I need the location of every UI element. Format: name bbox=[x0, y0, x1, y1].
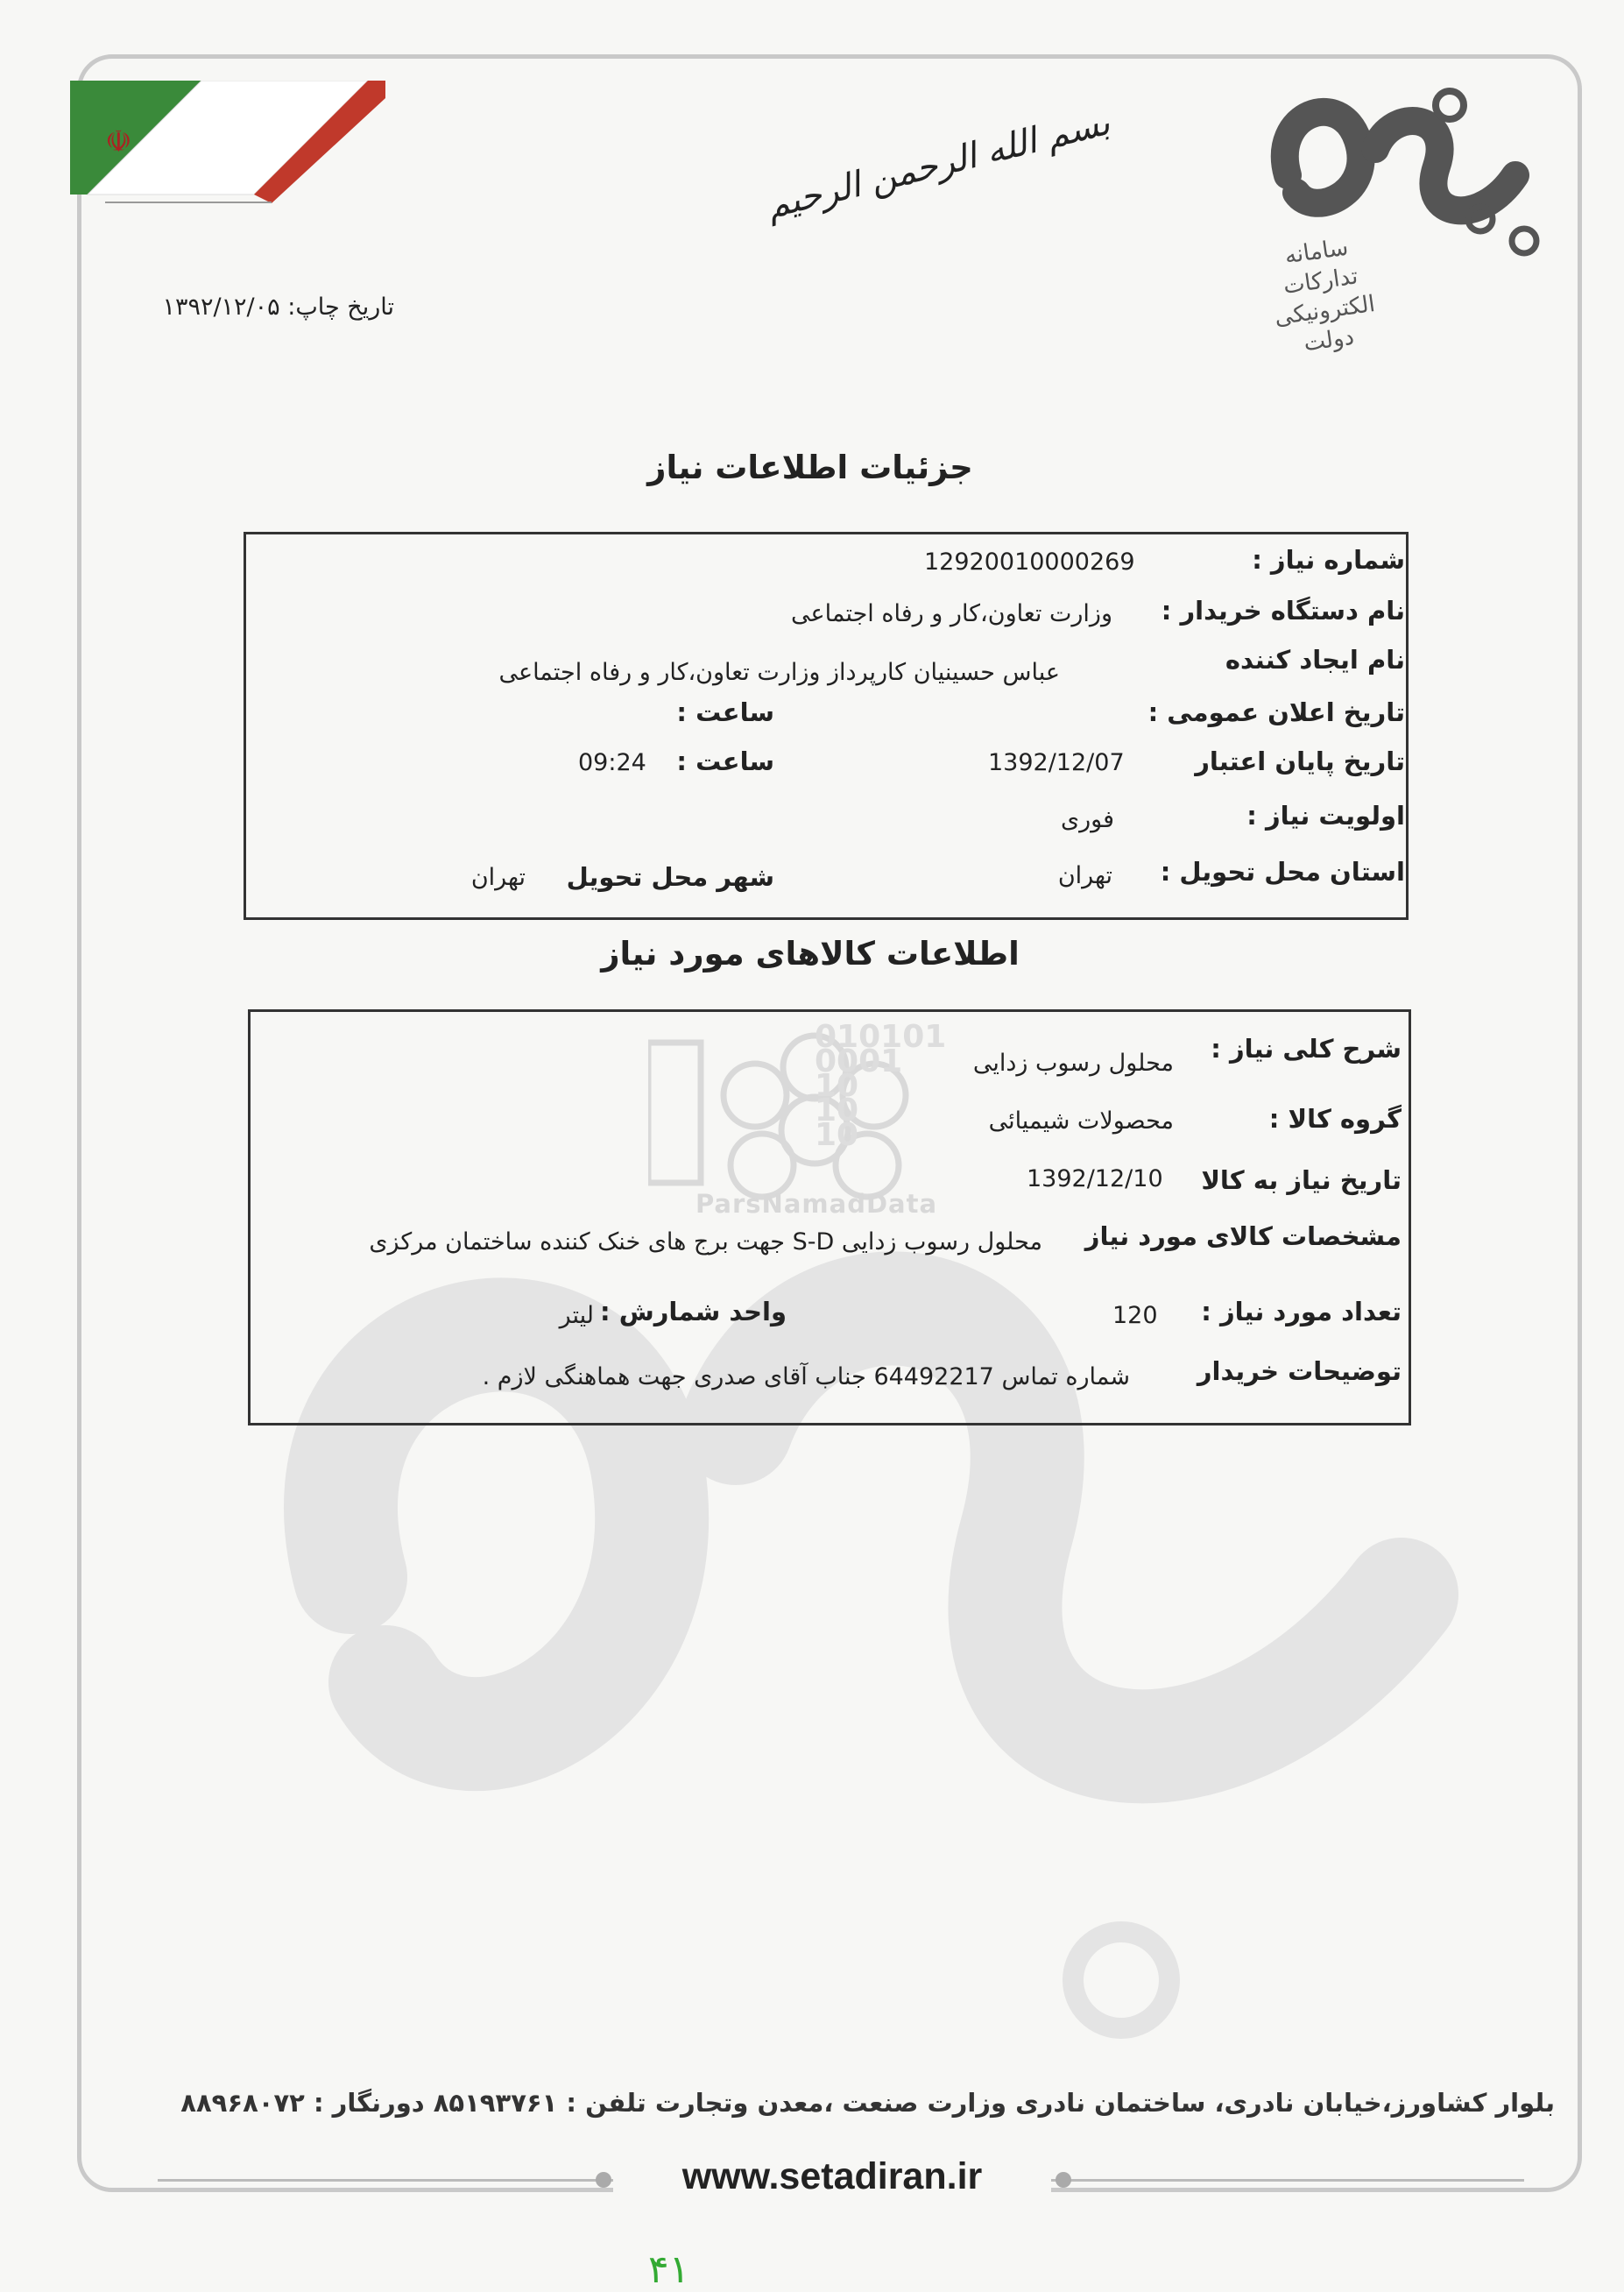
need-number-label: شماره نیاز : bbox=[1252, 545, 1405, 575]
need-date-value: 1392/12/10 bbox=[1027, 1165, 1163, 1192]
footer-dot-left bbox=[596, 2172, 611, 2188]
logo-caption: سامانه تدارکات الکترونیکی دولت bbox=[1273, 234, 1377, 357]
need-number-value: 12920010000269 bbox=[924, 548, 1135, 576]
creator-label: نام ایجاد کننده bbox=[1225, 645, 1405, 675]
province-value: تهران bbox=[1057, 862, 1112, 889]
section-title-need-details: جزئیات اطلاعات نیاز bbox=[647, 449, 973, 486]
city-value: تهران bbox=[470, 864, 526, 891]
expiry-date-label: تاریخ پایان اعتبار bbox=[1195, 746, 1405, 776]
buyer-notes-value: شماره تماس 64492217 جناب آقای صدری جهت هماهنگی لازم . bbox=[482, 1363, 1130, 1390]
binary-watermark: 010101 0001 10 10 10 bbox=[815, 1019, 947, 1153]
spec-value: محلول رسوب زدایی S-D جهت برج های خنک کننده ساختمان مرکزی bbox=[369, 1228, 1042, 1256]
goods-group-label: گروه کالا : bbox=[1268, 1104, 1402, 1134]
parsnamad-watermark-text: ParsNamadData bbox=[695, 1189, 938, 1219]
goods-group-value: محصولات شیمیائی bbox=[988, 1107, 1174, 1135]
province-label: استان محل تحویل : bbox=[1160, 857, 1405, 887]
print-date: تاریخ چاپ: ۱۳۹۲/۱۲/۰۵ bbox=[162, 294, 394, 321]
quantity-value: 120 bbox=[1112, 1302, 1158, 1329]
footer-dot-right bbox=[1056, 2172, 1071, 2188]
unit-value: لیتر bbox=[559, 1302, 594, 1329]
quantity-label: تعداد مورد نیاز : bbox=[1201, 1297, 1402, 1326]
priority-label: اولویت نیاز : bbox=[1246, 801, 1405, 831]
need-date-label: تاریخ نیاز به کالا bbox=[1201, 1165, 1402, 1195]
buyer-value: وزارت تعاون،کار و رفاه اجتماعی bbox=[791, 600, 1112, 627]
emblem-icon: ☫ bbox=[105, 124, 132, 159]
buyer-notes-label: توضیحات خریدار bbox=[1197, 1356, 1402, 1386]
expiry-date-value: 1392/12/07 bbox=[988, 749, 1125, 776]
description-label: شرح کلی نیاز : bbox=[1211, 1034, 1402, 1064]
section-title-goods: اطلاعات کالاهای مورد نیاز bbox=[601, 935, 1020, 973]
expiry-time-label: ساعت : bbox=[676, 746, 774, 776]
footer-website-link[interactable]: www.setadiran.ir bbox=[613, 2155, 1051, 2198]
spec-label: مشخصات کالای مورد نیاز bbox=[1084, 1221, 1402, 1251]
unit-label: واحد شمارش : bbox=[600, 1297, 787, 1326]
city-label: شهر محل تحویل bbox=[566, 862, 774, 892]
priority-value: فوری bbox=[1060, 806, 1114, 833]
announce-time-label: ساعت : bbox=[676, 697, 774, 727]
description-value: محلول رسوب زدایی bbox=[972, 1050, 1174, 1077]
creator-value: عباس حسینیان کارپرداز وزارت تعاون،کار و رفاه اجتماعی bbox=[498, 659, 1060, 686]
buyer-label: نام دستگاه خریدار : bbox=[1161, 596, 1405, 626]
handwritten-page-mark: ۴۱ bbox=[648, 2247, 690, 2292]
expiry-time-value: 09:24 bbox=[578, 749, 646, 776]
footer-address: بلوار کشاورز،خیابان نادری، ساختمان نادری وزارت صنعت ،معدن وتجارت تلفن : ۸۵۱۹۳۷۶۱ دورنگار : ۸۸۹۶۸۰۷۲ bbox=[180, 2088, 1555, 2118]
announce-date-label: تاریخ اعلان عمومی : bbox=[1147, 697, 1405, 727]
bismillah: بسم الله الرحمن الرحیم bbox=[762, 103, 1114, 227]
